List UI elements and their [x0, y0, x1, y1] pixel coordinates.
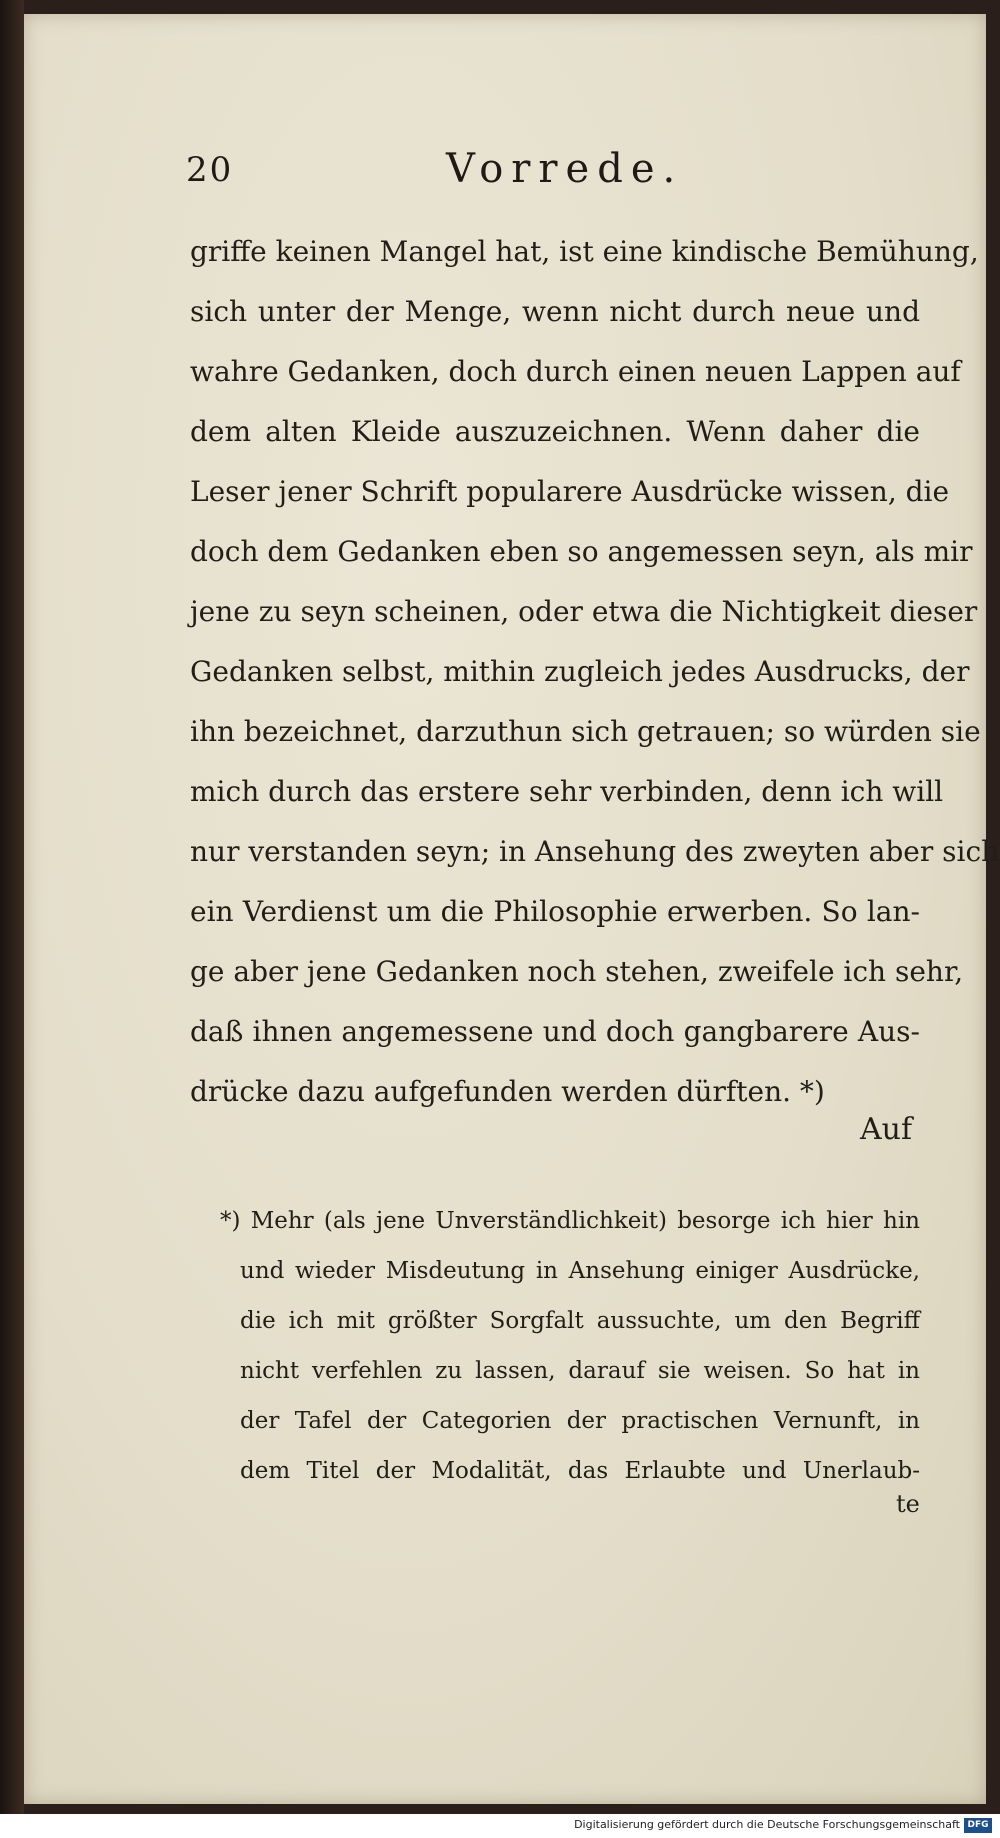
catchword: Auf — [860, 1112, 913, 1147]
body-line: jene zu seyn scheinen, oder etwa die Nichtigkeit dieser — [190, 595, 978, 628]
dfg-logo: DFG — [964, 1818, 992, 1833]
body-line: drücke dazu aufgefunden werden dürften. *) — [190, 1075, 825, 1108]
footnote-line: nicht verfehlen zu lassen, darauf sie weisen. So hat in — [240, 1358, 920, 1384]
body-line: doch dem Gedanken eben so angemessen seyn, als mir — [190, 535, 973, 568]
body-line: Leser jener Schrift popularere Ausdrücke wissen, die — [190, 475, 950, 508]
body-line: wahre Gedanken, doch durch einen neuen Lappen auf — [190, 355, 961, 388]
footnote-line: der Tafel der Categorien der practischen Vernunft, in — [240, 1408, 920, 1434]
body-text — [190, 222, 1000, 1122]
footnote-line: dem Titel der Modalität, das Erlaubte und Unerlaub- — [240, 1458, 920, 1484]
page-header — [186, 146, 916, 200]
body-line: griffe keinen Mangel hat, ist eine kindische Bemühung, — [190, 235, 979, 268]
footnote-line: die ich mit größter Sorgfalt aussuchte, um den Begriff — [240, 1308, 920, 1334]
body-line: ihn bezeichnet, darzuthun sich getrauen; so würden sie — [190, 715, 981, 748]
body-line: nur verstanden seyn; in Ansehung des zweyten aber sich — [190, 835, 1000, 868]
credit-text: Digitalisierung gefördert durch die Deutsche Forschungsgemeinschaft — [574, 1818, 960, 1831]
body-line: ein Verdienst um die Philosophie erwerben. So lan- — [190, 895, 920, 928]
footnote-line: und wieder Misdeutung in Ansehung einiger Ausdrücke, — [240, 1258, 920, 1284]
body-line: Gedanken selbst, mithin zugleich jedes Ausdrucks, der — [190, 655, 970, 688]
body-line: dem alten Kleide auszuzeichnen. Wenn daher die — [190, 415, 920, 448]
footnote-catchword: te — [896, 1490, 920, 1518]
footnote — [220, 1196, 920, 1496]
body-line: mich durch das erstere sehr verbinden, denn ich will — [190, 775, 944, 808]
body-line: daß ihnen angemessene und doch gangbarere Aus- — [190, 1015, 920, 1048]
body-line: ge aber jene Gedanken noch stehen, zweifele ich sehr, — [190, 955, 964, 988]
body-line: sich unter der Menge, wenn nicht durch neue und — [190, 295, 920, 328]
running-title: Vorrede. — [446, 146, 684, 192]
page-number: 20 — [186, 150, 234, 190]
digitization-credit-bar — [0, 1814, 1000, 1838]
book-spine-edge — [0, 0, 24, 1838]
footnote-line: *) Mehr (als jene Unverständlichkeit) besorge ich hier hin — [220, 1208, 920, 1234]
